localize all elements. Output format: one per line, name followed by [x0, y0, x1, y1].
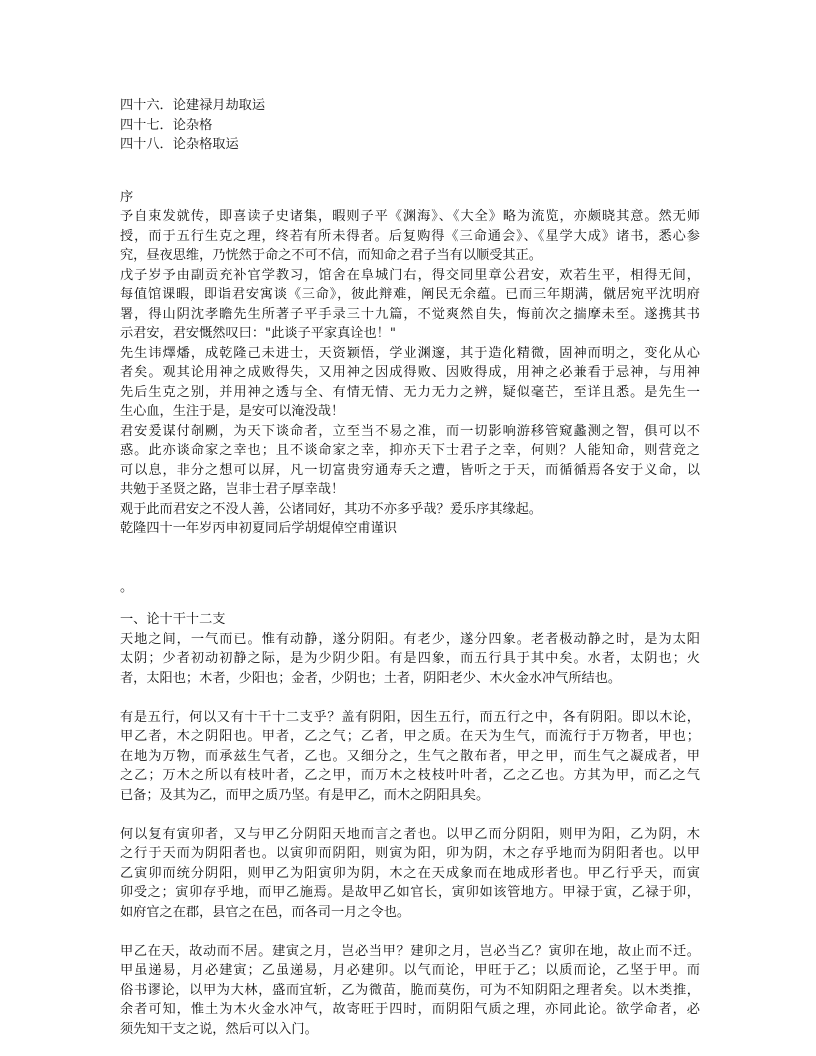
text-line: 在地为万物，而承兹生气者，乙也。又细分之，生气之散布者，甲之甲，而生气之凝成者，甲: [120, 748, 700, 764]
text-line: 先生讳燡燔，成乾隆己未进士，天资颖悟，学业渊邃，其于造化精微，固神而明之，变化从心: [120, 345, 700, 361]
text-line: 余者可知，惟土为木火金水冲气，故寄旺于四时，而阴阳气质之理，亦同此论。欲学命者，必: [120, 1002, 700, 1018]
toc-item: 四十六．论建禄月劫取运: [120, 98, 266, 113]
text-line: 已备；及其为乙，而甲之质乃坚。有是甲乙，而木之阴阳具矣。: [120, 787, 490, 803]
text-line: 观于此而君安之不没人善，公诸同好，其功不亦多乎哉？爰乐序其缘起。: [120, 501, 542, 517]
text-line: 天地之间，一气而已。惟有动静，遂分阴阳。有老少，遂分四象。老者极动静之时，是为太阳: [120, 631, 700, 647]
text-line: 有是五行，何以又有十干十二支乎？盖有阴阳，因生五行，而五行之中，各有阴阳。即以木论，: [120, 709, 700, 725]
text-line: 署，得山阴沈孝瞻先生所著子平手录三十九篇，不觉爽然自失，悔前次之揣摩未至。遂携其书: [120, 306, 700, 322]
text-line: 乙寅卯而统分阴阳，则甲乙为阳寅卯为阴，木之在天成象而在地成形者也。甲乙行乎天，而寅: [120, 865, 700, 881]
text-line: 何以复有寅卯者，又与甲乙分阴阳天地而言之者也。以甲乙而分阴阳，则甲为阳，乙为阴，木: [120, 826, 700, 842]
toc-item: 四十八．论杂格取运: [120, 137, 239, 152]
text-line: 之乙；万木之所以有枝叶者，乙之甲，而万木之枝枝叶叶者，乙之乙也。方其为甲，而乙之气: [120, 768, 700, 784]
chapter-paragraph: [120, 942, 700, 1040]
text-line: 先后生克之别，并用神之透与全、有情无情、无力无力之辨，疑似毫芒，至详且悉。是先生一: [120, 384, 700, 400]
toc-item: 四十七．论杂格: [120, 117, 213, 133]
preface-signature: [120, 519, 700, 539]
text-line: 授，而于五行生克之理，终若有所未得者。后复购得《三命通会》、《星学大成》诸书，悉心参: [120, 228, 700, 244]
text-line: 究，昼夜思维，乃恍然于命之不可不信，而知命之君子当有以顺受其正。: [120, 248, 542, 263]
preface-heading: 序: [120, 189, 134, 205]
text-line: 须先知干支之说，然后可以入门。: [120, 1021, 318, 1037]
text-line: 者，太阳也；木者，少阳也；金者，少阴也；土者，阴阳老少、木火金水冲气所结也。: [120, 670, 622, 686]
preface-paragraph: [120, 207, 700, 266]
text-line: 太阴；少者初动初静之际，是为少阴少阳。有是四象，而五行具于其中矣。水者，太阴也；火: [120, 651, 700, 667]
preface-paragraph: [120, 500, 700, 520]
chapter-heading: 一、论十干十二支: [120, 612, 226, 628]
text-line: 生心血，生注于是，是安可以淹没哉！: [120, 404, 345, 419]
text-line: 可以息，非分之想可以屏，凡一切富贵穷通寿夭之遭，皆听之于天，而循循焉各安于义命，以: [120, 462, 700, 478]
text-line: 示君安，君安慨然叹曰："此谈子平家真诠也！": [120, 326, 396, 341]
text-line: 甲虽递易，月必建寅；乙虽递易，月必建卯。以气而论，甲旺于乙；以质而论，乙坚于甲。而: [120, 963, 700, 979]
preface-paragraph: [120, 266, 700, 344]
text-line: 者矣。观其论用神之成败得失，又用神之因成得败、因败得成，用神之必兼看于忌神，与用神: [120, 365, 700, 380]
chapter-section: [120, 610, 700, 1039]
text-line: 惑。此亦谈命家之幸也；且不谈命家之幸，抑亦天下士君子之幸，何则？人能知命，则营竞之: [120, 443, 700, 458]
chapter-paragraph: [120, 708, 700, 806]
text-line: 俗书谬论，以甲为大林，盛而宜斩，乙为微苗，脆而莫伤，可为不知阴阳之理者矣。以木类推，: [120, 982, 700, 998]
separator-mark: 。: [120, 579, 134, 595]
text-line: 予自束发就传，即喜读子史诸集，暇则子平《渊海》、《大全》略为流览，亦颇晓其意。然无师: [120, 209, 700, 224]
text-line: 如府官之在郡，县官之在邑，而各司一月之令也。: [120, 904, 411, 920]
text-line: 甲乙在天，故动而不居。建寅之月，岂必当甲？建卯之月，岂必当乙？寅卯在地，故止而不迁。: [120, 943, 700, 959]
document-page: [120, 96, 700, 1039]
preface-paragraph: [120, 422, 700, 500]
text-line: 之行于天而为阴阳者也。以寅卯而阴阳，则寅为阳，卯为阴，木之存乎地而为阴阳者也。以甲: [120, 846, 700, 862]
chapter-paragraph: [120, 630, 700, 689]
chapter-paragraph: [120, 825, 700, 923]
table-of-contents: [120, 96, 700, 155]
text-line: 戊子岁予由副贡充补官学教习，馆舍在阜城门右，得交同里章公君安，欢若生平，相得无间，: [120, 267, 700, 283]
text-line: 君安爰谋付剞劂，为天下谈命者，立至当不易之准，而一切影响游移管窥蠡测之智，俱可以不: [120, 423, 700, 439]
text-line: 卯受之；寅卯存乎地，而甲乙施焉。是故甲乙如官长，寅卯如该管地方。甲禄于寅，乙禄于卯，: [120, 885, 700, 901]
text-line: 乾隆四十一年岁丙申初夏同后学胡焜倬空甫谨识: [120, 521, 397, 536]
text-line: 每值馆课暇，即诣君安寓谈《三命》，彼此辩难，阐民无余蕴。已而三年期满，僦居宛平沈明府: [120, 287, 700, 302]
text-line: 共勉于圣贤之路，岂非士君子厚幸哉！: [120, 482, 345, 497]
preface-section: [120, 188, 700, 539]
preface-paragraph: [120, 344, 700, 422]
text-line: 甲乙者，木之阴阳也。甲者，乙之气；乙者，甲之质。在天为生气，而流行于万物者，甲也；: [120, 729, 700, 745]
